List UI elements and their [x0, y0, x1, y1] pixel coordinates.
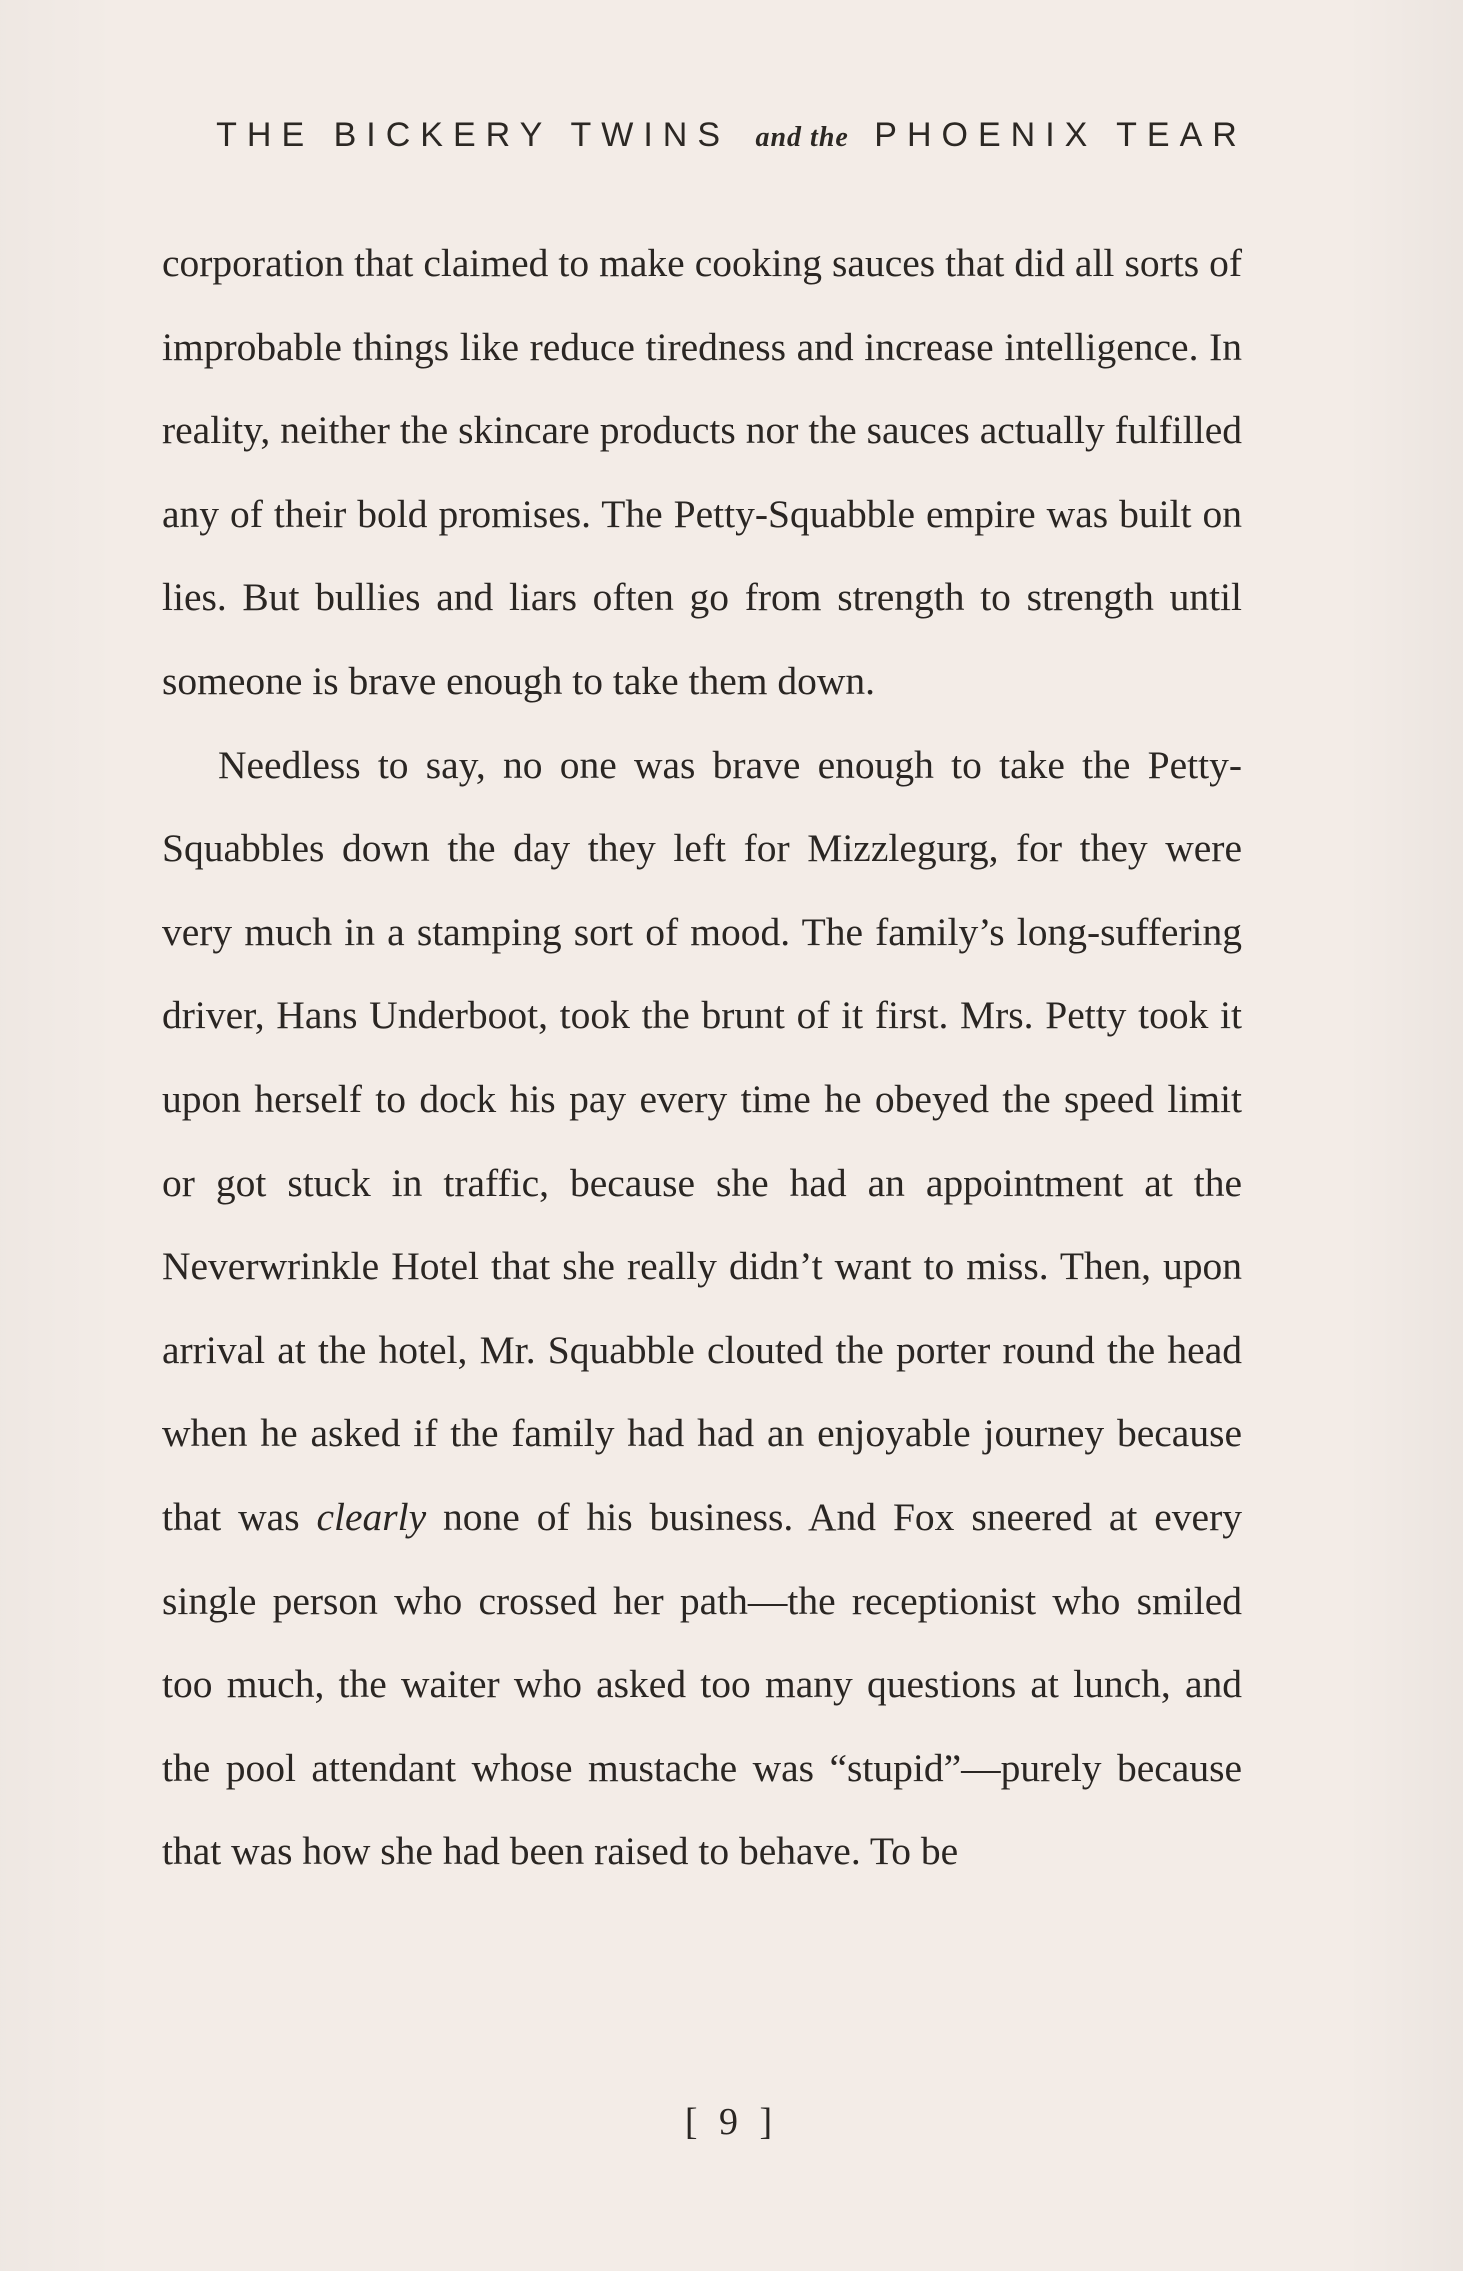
page-number: [ 9 ]: [684, 2101, 779, 2143]
emphasis-clearly: clearly: [316, 1494, 427, 1539]
paragraph-2-part-1: Needless to say, no one was brave enough to take the Petty-Squabbles down the day they left for Mizzlegurg, for they were very much in a stamping sort of mood. The family’s long-suffering driver, Hans Underboot, took the brunt of it first. Mrs. Petty took it upon herself to dock his pay every time he obeyed the speed limit or got stuck in traffic, because she had an appointment at the Neverwrinkle Hotel that she really didn’t want to miss. Then, upon arrival at the hotel, Mr. Squabble clouted the porter round the head when he asked if the family had had an enjoyable journey because that was: [162, 742, 1242, 1539]
paragraph-2-part-2: none of his business. And Fox sneered at every single person who crossed her path—the receptionist who smiled too much, the waiter who asked too many questions at lunch, and the pool attendant whose mustache was “stupid”—purely because that was how she had been raised to behave. To be: [162, 1494, 1242, 1874]
running-head-title-right: PHOENIX TEAR: [874, 116, 1247, 154]
paragraph-2: [162, 724, 1242, 1894]
paragraph-1: corporation that claimed to make cooking sauces that did all sorts of improbable things like reduce tiredness and increase intelligence. In reality, neither the skincare products nor the sauces actually fulfilled any of their bold promises. The Petty-Squabble empire was built on lies. But bullies and liars often go from strength to strength until someone is brave enough to take them down.: [162, 241, 1242, 703]
body-text: [162, 222, 1242, 1894]
running-head-title-left: THE BICKERY TWINS: [216, 116, 731, 154]
running-head-conjunction: and the: [755, 122, 849, 153]
running-head: [0, 116, 1463, 155]
